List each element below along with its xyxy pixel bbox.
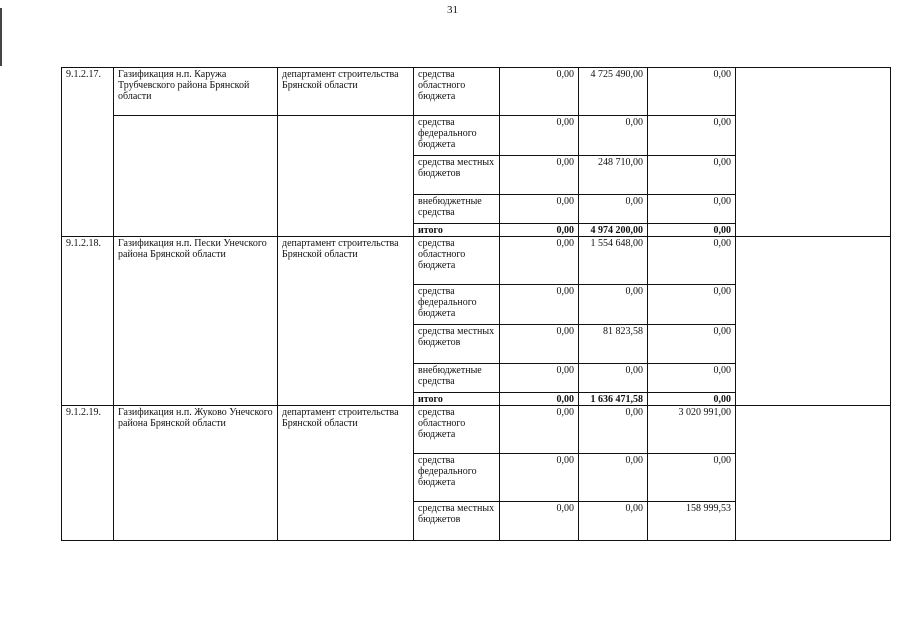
- value-cell: 0,00: [579, 364, 648, 393]
- empty-cell: [114, 116, 278, 237]
- funding-source-total: итого: [414, 393, 500, 406]
- funding-source: средства федерального бюджета: [414, 116, 500, 156]
- value-cell: 0,00: [648, 325, 736, 364]
- value-cell: 0,00: [579, 406, 648, 454]
- value-cell: 0,00: [648, 285, 736, 325]
- value-cell: 0,00: [500, 237, 579, 285]
- project-code: 9.1.2.18.: [62, 237, 114, 406]
- value-cell: 0,00: [500, 454, 579, 502]
- project-executor: департамент строительства Брянской области: [278, 68, 414, 116]
- value-cell: 158 999,53: [648, 502, 736, 541]
- table-row: [62, 237, 891, 285]
- empty-cell: [736, 68, 891, 237]
- value-cell: 0,00: [579, 116, 648, 156]
- funding-source: средства местных бюджетов: [414, 156, 500, 195]
- value-cell: 4 725 490,00: [579, 68, 648, 116]
- value-cell: 0,00: [648, 68, 736, 116]
- project-code: 9.1.2.17.: [62, 68, 114, 237]
- value-cell: 0,00: [648, 364, 736, 393]
- value-cell: 0,00: [579, 285, 648, 325]
- empty-cell: [736, 237, 891, 406]
- value-cell: 0,00: [500, 325, 579, 364]
- funding-source: средства областного бюджета: [414, 68, 500, 116]
- value-cell: 1 636 471,58: [579, 393, 648, 406]
- value-cell: 0,00: [648, 224, 736, 237]
- value-cell: 0,00: [500, 502, 579, 541]
- funding-source: средства областного бюджета: [414, 406, 500, 454]
- value-cell: 0,00: [500, 406, 579, 454]
- empty-cell: [736, 406, 891, 541]
- value-cell: 0,00: [500, 364, 579, 393]
- value-cell: 3 020 991,00: [648, 406, 736, 454]
- left-margin-rule: [0, 8, 2, 66]
- value-cell: 4 974 200,00: [579, 224, 648, 237]
- value-cell: 81 823,58: [579, 325, 648, 364]
- value-cell: 0,00: [500, 224, 579, 237]
- funding-source-total: итого: [414, 224, 500, 237]
- value-cell: 0,00: [648, 237, 736, 285]
- table-row: [62, 68, 891, 116]
- value-cell: 248 710,00: [579, 156, 648, 195]
- project-code: 9.1.2.19.: [62, 406, 114, 541]
- value-cell: 0,00: [648, 454, 736, 502]
- value-cell: 0,00: [648, 393, 736, 406]
- value-cell: 0,00: [579, 195, 648, 224]
- page-number: 31: [447, 4, 458, 16]
- value-cell: 0,00: [500, 116, 579, 156]
- project-name: Газификация н.п. Пески Унечского района Брянской области: [114, 237, 278, 406]
- value-cell: 0,00: [579, 454, 648, 502]
- value-cell: 0,00: [500, 285, 579, 325]
- value-cell: 0,00: [579, 502, 648, 541]
- funding-source: внебюджетные средства: [414, 195, 500, 224]
- empty-cell: [278, 116, 414, 237]
- value-cell: 0,00: [500, 195, 579, 224]
- budget-table: [61, 67, 891, 541]
- value-cell: 0,00: [500, 393, 579, 406]
- value-cell: 0,00: [648, 156, 736, 195]
- project-executor: департамент строительства Брянской области: [278, 406, 414, 541]
- funding-source: средства местных бюджетов: [414, 325, 500, 364]
- value-cell: 1 554 648,00: [579, 237, 648, 285]
- value-cell: 0,00: [500, 156, 579, 195]
- value-cell: 0,00: [648, 195, 736, 224]
- table-row: [62, 406, 891, 454]
- value-cell: 0,00: [500, 68, 579, 116]
- funding-source: средства областного бюджета: [414, 237, 500, 285]
- funding-source: средства местных бюджетов: [414, 502, 500, 541]
- funding-source: внебюджетные средства: [414, 364, 500, 393]
- project-name: Газификация н.п. Каружа Трубчевского района Брянской области: [114, 68, 278, 116]
- funding-source: средства федерального бюджета: [414, 454, 500, 502]
- funding-source: средства федерального бюджета: [414, 285, 500, 325]
- value-cell: 0,00: [648, 116, 736, 156]
- project-executor: департамент строительства Брянской области: [278, 237, 414, 406]
- project-name: Газификация н.п. Жуково Унечского района Брянской области: [114, 406, 278, 541]
